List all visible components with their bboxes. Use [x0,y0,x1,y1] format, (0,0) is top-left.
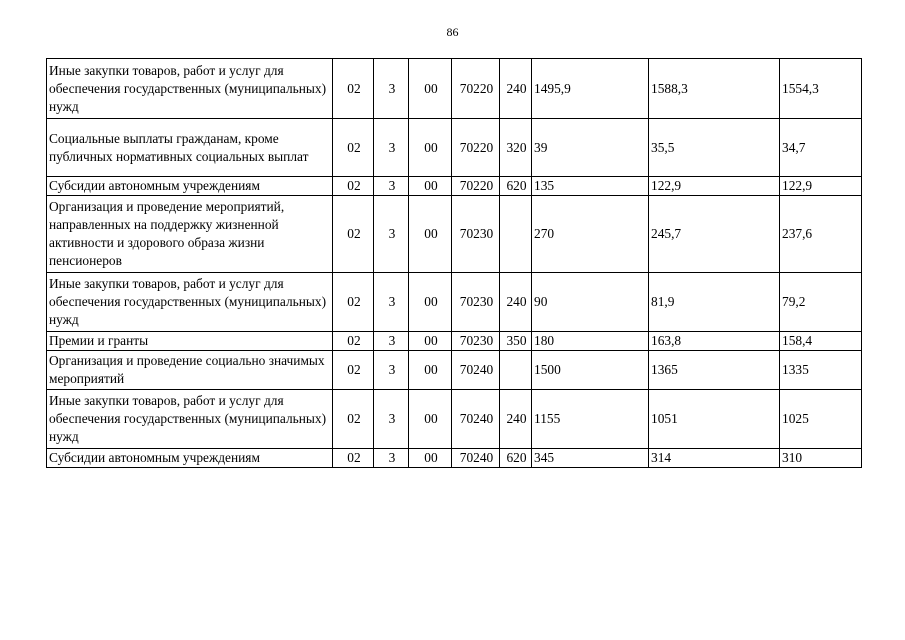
table-row [47,449,862,468]
amount-year-1: 1155 [532,390,649,449]
amount-year-3: 34,7 [780,119,862,177]
expense-type-code: 240 [500,273,532,332]
item-name: Иные закупки товаров, работ и услуг для обеспечения государственных (муниципальных) нужд [47,273,333,332]
section-code: 02 [333,177,374,196]
section-code: 02 [333,59,374,119]
program-code: 3 [374,196,409,273]
expense-type-code: 240 [500,390,532,449]
subprogram-code: 00 [409,449,452,468]
table-row [47,332,862,351]
amount-year-3: 1554,3 [780,59,862,119]
item-name: Иные закупки товаров, работ и услуг для обеспечения государственных (муниципальных) нужд [47,390,333,449]
amount-year-1: 270 [532,196,649,273]
amount-year-1: 345 [532,449,649,468]
direction-code: 70220 [452,119,500,177]
program-code: 3 [374,351,409,390]
amount-year-3: 158,4 [780,332,862,351]
amount-year-3: 310 [780,449,862,468]
table-row [47,119,862,177]
amount-year-2: 81,9 [649,273,780,332]
section-code: 02 [333,196,374,273]
amount-year-1: 90 [532,273,649,332]
amount-year-2: 35,5 [649,119,780,177]
section-code: 02 [333,119,374,177]
direction-code: 70230 [452,273,500,332]
direction-code: 70230 [452,196,500,273]
item-name: Иные закупки товаров, работ и услуг для обеспечения государственных (муниципальных) нужд [47,59,333,119]
subprogram-code: 00 [409,332,452,351]
section-code: 02 [333,390,374,449]
subprogram-code: 00 [409,351,452,390]
amount-year-2: 1365 [649,351,780,390]
direction-code: 70230 [452,332,500,351]
amount-year-2: 163,8 [649,332,780,351]
amount-year-1: 135 [532,177,649,196]
budget-table [46,58,862,468]
table-row [47,196,862,273]
expense-type-code: 320 [500,119,532,177]
table-row [47,390,862,449]
program-code: 3 [374,59,409,119]
section-code: 02 [333,273,374,332]
subprogram-code: 00 [409,196,452,273]
direction-code: 70240 [452,351,500,390]
section-code: 02 [333,449,374,468]
direction-code: 70220 [452,177,500,196]
program-code: 3 [374,273,409,332]
program-code: 3 [374,177,409,196]
item-name: Субсидии автономным учреждениям [47,449,333,468]
expense-type-code: 620 [500,177,532,196]
amount-year-2: 245,7 [649,196,780,273]
subprogram-code: 00 [409,273,452,332]
item-name: Социальные выплаты гражданам, кроме публичных нормативных социальных выплат [47,119,333,177]
table-row [47,59,862,119]
amount-year-2: 1588,3 [649,59,780,119]
subprogram-code: 00 [409,177,452,196]
table-body [47,59,862,468]
section-code: 02 [333,332,374,351]
amount-year-2: 314 [649,449,780,468]
item-name: Организация и проведение социально значимых мероприятий [47,351,333,390]
item-name: Организация и проведение мероприятий, направленных на поддержку жизненной активности и здорового образа жизни пенсионеров [47,196,333,273]
expense-type-code [500,196,532,273]
amount-year-1: 180 [532,332,649,351]
table-row [47,273,862,332]
amount-year-1: 1500 [532,351,649,390]
program-code: 3 [374,390,409,449]
direction-code: 70240 [452,449,500,468]
expense-type-code: 350 [500,332,532,351]
amount-year-3: 1025 [780,390,862,449]
amount-year-2: 1051 [649,390,780,449]
item-name: Субсидии автономным учреждениям [47,177,333,196]
subprogram-code: 00 [409,390,452,449]
amount-year-1: 1495,9 [532,59,649,119]
subprogram-code: 00 [409,119,452,177]
amount-year-3: 1335 [780,351,862,390]
amount-year-2: 122,9 [649,177,780,196]
table-row [47,351,862,390]
program-code: 3 [374,332,409,351]
amount-year-3: 237,6 [780,196,862,273]
amount-year-3: 122,9 [780,177,862,196]
direction-code: 70240 [452,390,500,449]
page-number: 86 [446,25,459,39]
item-name: Премии и гранты [47,332,333,351]
table-row [47,177,862,196]
program-code: 3 [374,449,409,468]
subprogram-code: 00 [409,59,452,119]
program-code: 3 [374,119,409,177]
direction-code: 70220 [452,59,500,119]
amount-year-1: 39 [532,119,649,177]
amount-year-3: 79,2 [780,273,862,332]
expense-type-code: 620 [500,449,532,468]
section-code: 02 [333,351,374,390]
expense-type-code [500,351,532,390]
expense-type-code: 240 [500,59,532,119]
